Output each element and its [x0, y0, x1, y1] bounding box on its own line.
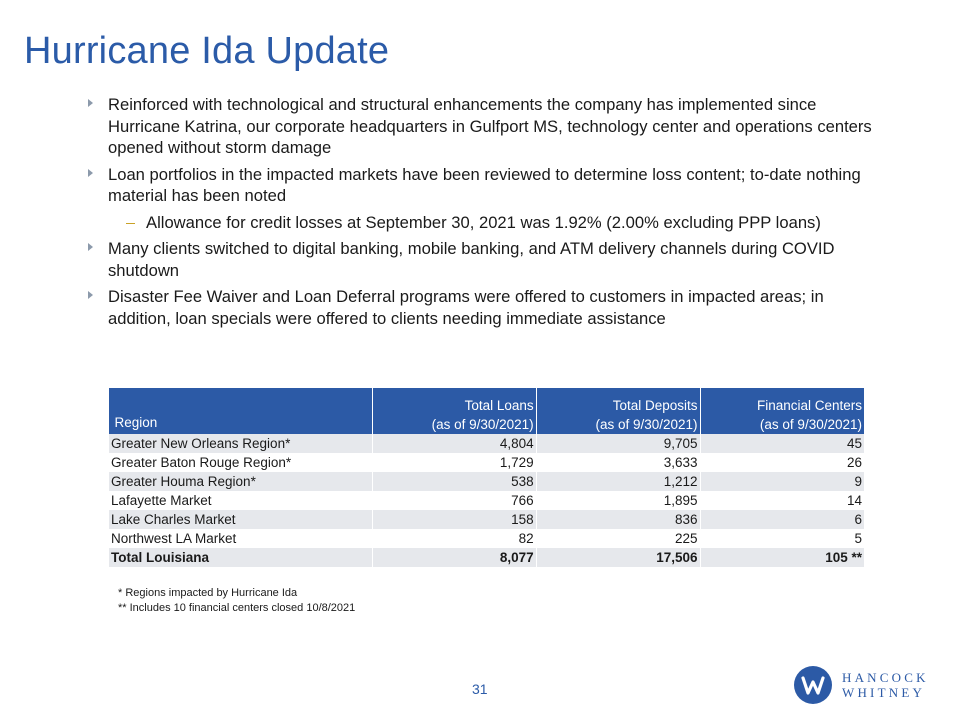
dash-bullet-icon [126, 223, 135, 224]
bullet-item [88, 94, 878, 159]
sub-bullet-item [88, 212, 878, 234]
cell-region: Greater Houma Region* [109, 472, 373, 491]
triangle-bullet-icon [88, 99, 93, 107]
cell-deposits: 225 [536, 529, 700, 548]
bullet-item [88, 238, 878, 281]
cell-centers: 14 [700, 491, 864, 510]
sub-bullet-text: Allowance for credit losses at September 30, 2021 was 1.92% (2.00% excluding PPP loans) [146, 212, 821, 232]
header-financial-centers [700, 388, 864, 434]
cell-loans: 1,729 [372, 453, 536, 472]
table-row [109, 434, 865, 453]
bullet-item [88, 286, 878, 329]
cell-deposits: 17,506 [536, 548, 700, 567]
bullet-text: Many clients switched to digital banking, mobile banking, and ATM delivery channels during COVID shutdown [108, 239, 835, 280]
cell-region: Lake Charles Market [109, 510, 373, 529]
cell-loans: 8,077 [372, 548, 536, 567]
company-logo [794, 662, 934, 708]
cell-region: Greater New Orleans Region* [109, 434, 373, 453]
footnotes [118, 586, 355, 616]
header-total-deposits [536, 388, 700, 434]
cell-deposits: 3,633 [536, 453, 700, 472]
table-total-row [109, 548, 865, 567]
header-total-loans [372, 388, 536, 434]
cell-deposits: 1,895 [536, 491, 700, 510]
bullet-list [88, 94, 878, 334]
cell-loans: 538 [372, 472, 536, 491]
bullet-text: Loan portfolios in the impacted markets have been reviewed to determine loss content; to-date nothing material has been noted [108, 164, 861, 205]
cell-loans: 158 [372, 510, 536, 529]
page-number: 31 [472, 681, 488, 697]
triangle-bullet-icon [88, 169, 93, 177]
bullet-item [88, 164, 878, 207]
slide-title: Hurricane Ida Update [24, 30, 390, 72]
cell-deposits: 1,212 [536, 472, 700, 491]
cell-centers: 105 ** [700, 548, 864, 567]
table-row [109, 510, 865, 529]
cell-centers: 9 [700, 472, 864, 491]
cell-region: Total Louisiana [109, 548, 373, 567]
louisiana-region-table [108, 388, 864, 567]
logo-line-2: WHITNEY [842, 685, 926, 700]
cell-region: Northwest LA Market [109, 529, 373, 548]
cell-region: Lafayette Market [109, 491, 373, 510]
header-loans-date: (as of 9/30/2021) [431, 417, 534, 432]
header-loans-label: Total Loans [464, 398, 534, 413]
bullet-text: Reinforced with technological and structural enhancements the company has implemented since Hurricane Katrina, our corporate headquarters in Gulfport MS, technology center and operations centers opened without storm damage [108, 95, 872, 157]
cell-deposits: 836 [536, 510, 700, 529]
header-centers-label: Financial Centers [756, 398, 862, 413]
hancock-whitney-logo-mark-icon [794, 666, 832, 704]
bullet-text: Disaster Fee Waiver and Loan Deferral programs were offered to customers in impacted areas; in addition, loan specials were offered to clients needing immediate assistance [108, 287, 824, 328]
cell-centers: 45 [700, 434, 864, 453]
cell-loans: 82 [372, 529, 536, 548]
cell-centers: 5 [700, 529, 864, 548]
table-row [109, 529, 865, 548]
cell-region: Greater Baton Rouge Region* [109, 453, 373, 472]
header-deposits-label: Total Deposits [612, 398, 698, 413]
logo-wordmark [842, 670, 929, 700]
logo-line-1: HANCOCK [842, 670, 929, 685]
triangle-bullet-icon [88, 243, 93, 251]
logo-w-glyph-icon [794, 666, 832, 704]
cell-centers: 26 [700, 453, 864, 472]
cell-loans: 4,804 [372, 434, 536, 453]
table-header-row [109, 388, 865, 434]
footnote: * Regions impacted by Hurricane Ida [118, 587, 298, 599]
header-deposits-date: (as of 9/30/2021) [595, 417, 698, 432]
header-region: Region [109, 388, 373, 434]
cell-deposits: 9,705 [536, 434, 700, 453]
footnote: ** Includes 10 financial centers closed 10/8/2021 [118, 602, 356, 614]
cell-loans: 766 [372, 491, 536, 510]
table-row [109, 453, 865, 472]
table-row [109, 491, 865, 510]
table-row [109, 472, 865, 491]
header-centers-date: (as of 9/30/2021) [759, 417, 862, 432]
triangle-bullet-icon [88, 291, 93, 299]
cell-centers: 6 [700, 510, 864, 529]
